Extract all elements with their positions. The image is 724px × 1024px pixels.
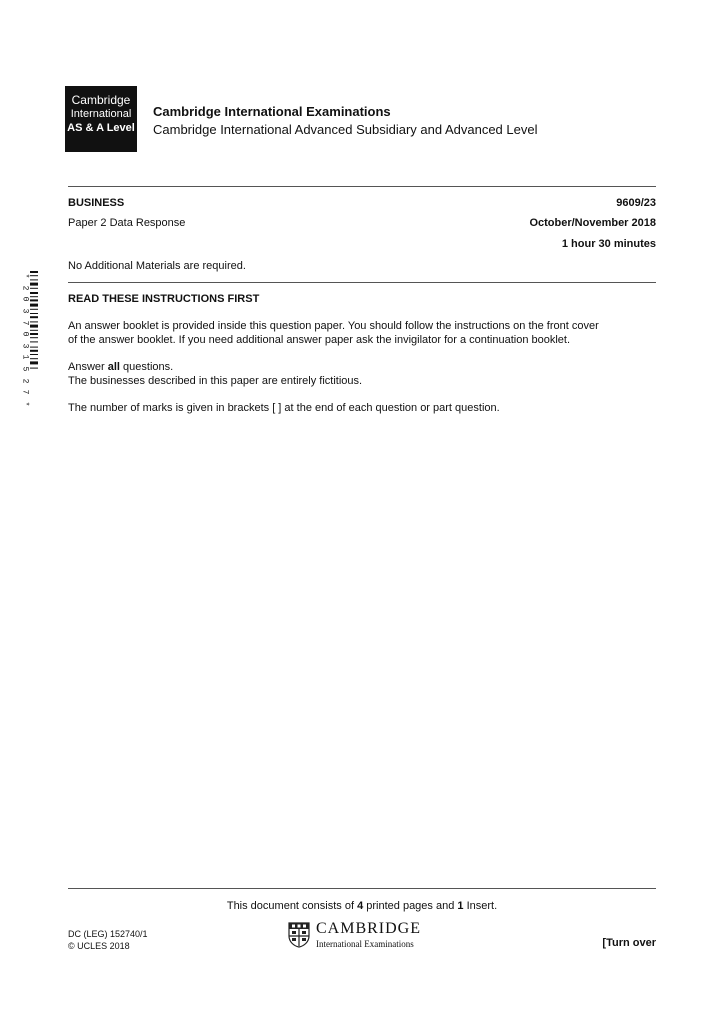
paper-code: 9609/23 — [616, 197, 656, 209]
page-count-number: 4 — [357, 900, 364, 912]
barcode-bar — [30, 358, 38, 359]
barcode-bar — [30, 325, 38, 328]
barcode-digit: 7 — [20, 389, 29, 395]
marks-notice: The number of marks is given in brackets [ ] at the end of each question or part question. — [68, 402, 500, 414]
barcode-bar — [30, 271, 38, 273]
barcode-digit: 2 — [20, 285, 29, 291]
top-divider — [68, 186, 656, 187]
barcode-digits — [19, 271, 29, 409]
barcode-bar — [30, 368, 38, 369]
barcode-bar — [30, 292, 38, 294]
answer-all-prefix: Answer — [68, 361, 108, 373]
barcode-bar — [30, 309, 38, 310]
barcode-bar — [30, 299, 38, 301]
cambridge-crest-icon — [288, 922, 310, 948]
logo-line-1: Cambridge — [71, 93, 131, 107]
cambridge-as-a-level-logo — [65, 86, 137, 152]
paper-name: Paper 2 Data Response — [68, 217, 186, 229]
barcode-digit: 2 — [20, 378, 29, 384]
qualification-name: Cambridge International Advanced Subsidiary and Advanced Level — [153, 122, 538, 137]
barcode-digit: 3 — [20, 308, 29, 314]
instructions-paragraph-1-line-1: An answer booklet is provided inside this question paper. You should follow the instructions on the front cover — [68, 320, 599, 332]
turn-over-label: [Turn over — [602, 937, 656, 949]
barcode-bar — [30, 350, 38, 352]
answer-all-suffix: questions. — [119, 361, 174, 373]
instructions-divider — [68, 282, 656, 283]
organisation-name: Cambridge International Examinations — [153, 104, 391, 119]
logo-line-2: International — [70, 108, 132, 120]
barcode-bar — [30, 321, 38, 322]
exam-duration: 1 hour 30 minutes — [561, 238, 656, 250]
barcode-digit: 1 — [20, 354, 29, 360]
copyright-notice: © UCLES 2018 — [68, 941, 130, 951]
barcode-bar — [30, 296, 38, 297]
page-count-note — [0, 899, 724, 914]
instructions-paragraph-1-line-2: of the answer booklet. If you need additional answer paper ask the invigilator for a continuation booklet. — [68, 334, 571, 346]
answer-all-instruction — [68, 360, 173, 375]
barcode-digit: 5 — [20, 366, 29, 372]
barcode-bar — [30, 288, 38, 289]
barcode-bar — [30, 316, 38, 318]
barcode-bar — [30, 333, 38, 335]
page-count-prefix: This document consists of — [226, 900, 358, 912]
barcode-digit: 7 — [20, 320, 29, 325]
barcode-bar — [30, 304, 38, 307]
instructions-heading: READ THESE INSTRUCTIONS FIRST — [68, 293, 260, 305]
barcode-bar — [30, 354, 38, 355]
barcode-digit: 0 — [20, 296, 29, 302]
barcode-bar — [30, 283, 38, 286]
barcode-digit: * — [20, 273, 29, 279]
cambridge-wordmark-subtitle: International Examinations — [316, 939, 414, 949]
barcode-bar — [30, 341, 38, 342]
barcode-digit: 3 — [20, 343, 29, 349]
page-count-middle: printed pages and — [363, 900, 458, 912]
cambridge-wordmark: CAMBRIDGE — [316, 920, 422, 937]
barcode-bar — [30, 330, 38, 331]
barcode-bar — [30, 337, 38, 338]
page-count-suffix: Insert. — [463, 900, 498, 912]
materials-note: No Additional Materials are required. — [68, 260, 246, 272]
barcode-bar — [30, 275, 38, 276]
barcode-digit: 0 — [20, 331, 29, 337]
barcode-bar — [30, 361, 38, 364]
subject-title: BUSINESS — [68, 197, 125, 209]
document-reference: DC (LEG) 152740/1 — [68, 929, 148, 939]
answer-all-emphasis: all — [107, 361, 120, 373]
barcode-bar — [30, 279, 38, 280]
footer-divider — [68, 888, 656, 889]
fictitious-notice: The businesses described in this paper are entirely fictitious. — [68, 375, 363, 387]
barcode-digit: * — [20, 401, 29, 407]
insert-count-number: 1 — [457, 900, 464, 912]
logo-line-3: AS & A Level — [67, 122, 135, 134]
barcode-bar — [30, 347, 38, 348]
barcode-bar — [30, 313, 38, 314]
candidate-barcode — [30, 271, 38, 409]
exam-session: October/November 2018 — [529, 217, 656, 229]
